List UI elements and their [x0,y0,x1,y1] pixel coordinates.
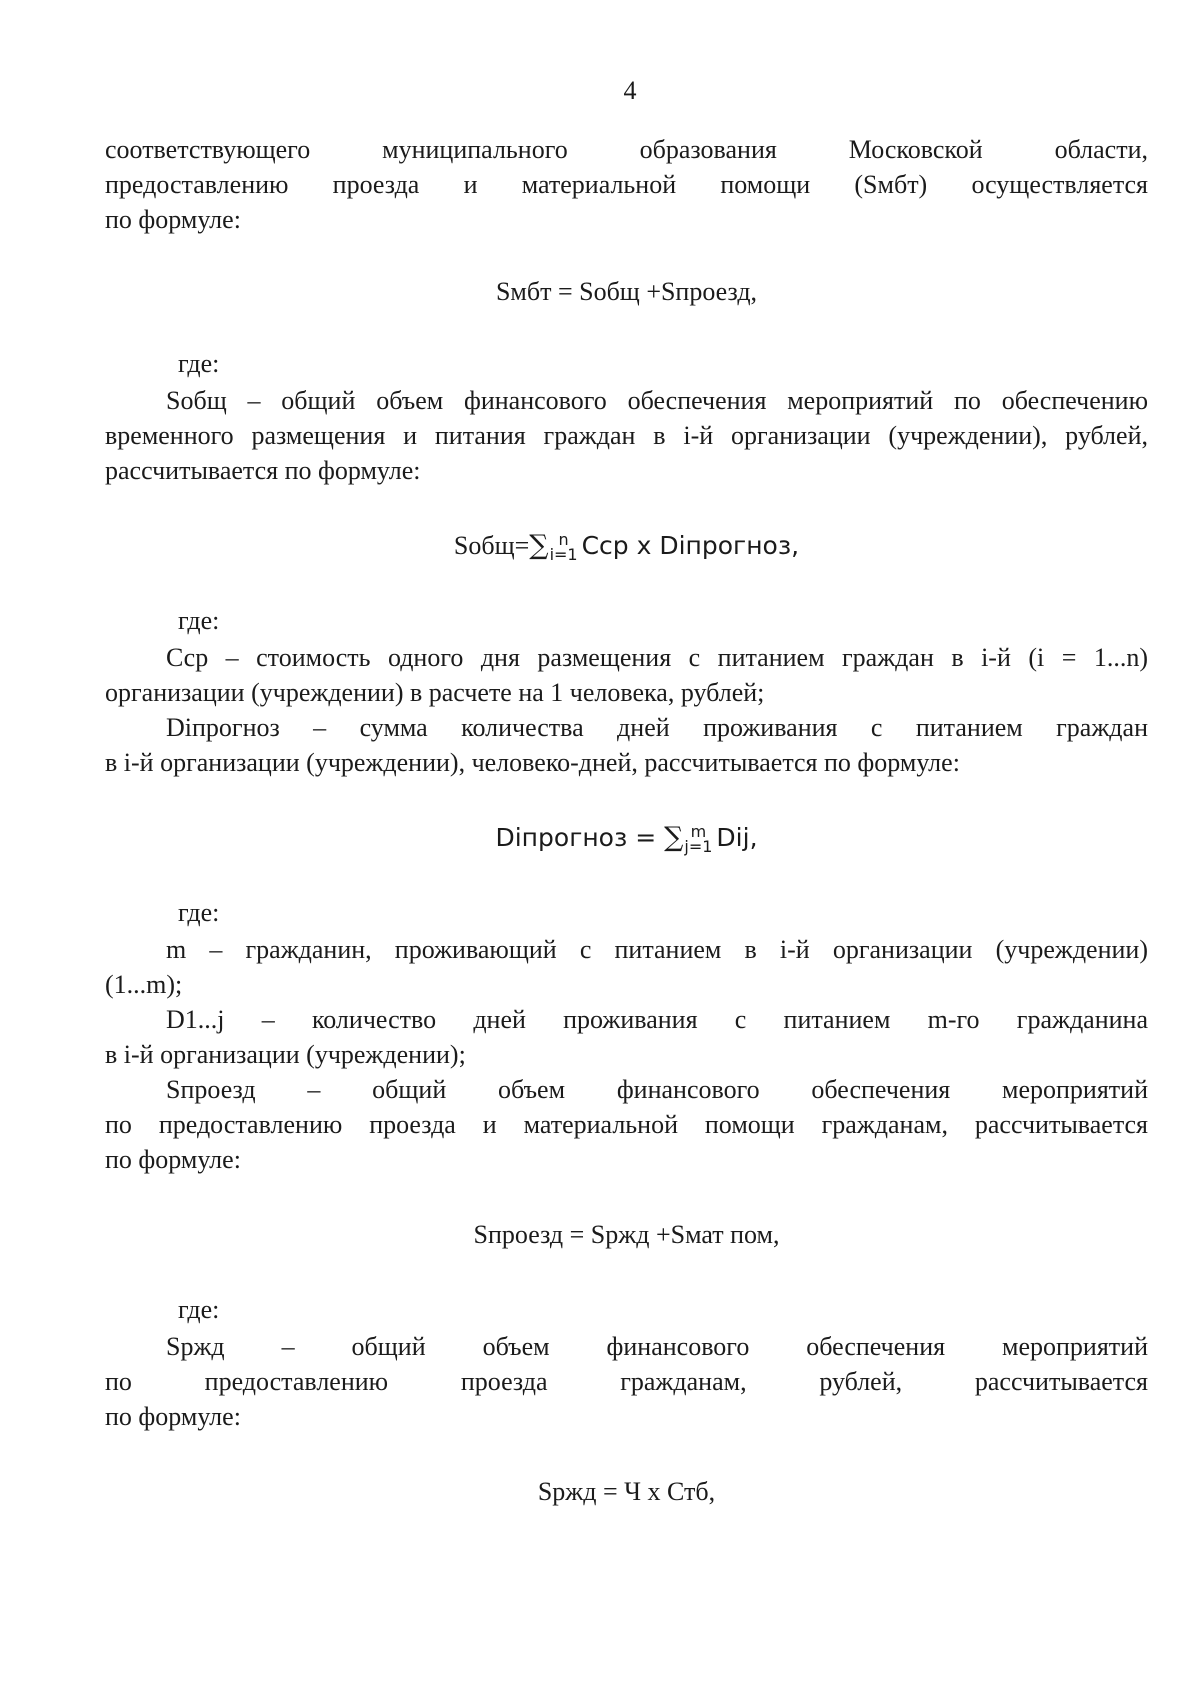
where-label: где: [178,606,220,635]
paragraph-sproezd [105,1072,1148,1177]
page-number: 4 [623,76,637,105]
text-line: Sржд – общий объем финансового обеспечения мероприятий [166,1332,1148,1361]
formula-smbt: Sмбт = Sобщ +Sпроезд, [495,277,758,306]
text-line: временного размещения и питания граждан в i-й организации (учреждении), рублей, [105,421,1148,450]
text-line: в i-й организации (учреждении), человеко-дней, рассчитывается по формуле: [105,748,960,777]
paragraph-diprognoz [105,710,1148,780]
text-line: Sпроезд – общий объем финансового обеспечения мероприятий [166,1075,1148,1104]
text-line: Sобщ – общий объем финансового обеспечения мероприятий по обеспечению [166,386,1148,415]
formula-sproezd: Sпроезд = Sржд +Sмат пом, [473,1220,780,1249]
text-line: по формуле: [105,205,241,234]
formula-lhs: Sобщ= [453,531,530,560]
formula-lhs: Diпрогноз = [495,823,665,852]
text-line: Diпрогноз – сумма количества дней проживания с питанием граждан [166,713,1148,742]
sum-lower-limit: j=1 [684,837,713,856]
formula-sobsch [105,528,1148,563]
text-line: в i-й организации (учреждении); [105,1040,466,1069]
document-body [105,132,1148,1509]
text-line: m – гражданин, проживающий с питанием в i-й организации (учреждении) [166,935,1148,964]
text-line: предоставлению проезда и материальной помощи (Sмбт) осуществляется [105,170,1148,199]
sum-upper-limit: m [690,822,707,841]
where-label: где: [178,349,220,378]
text-line: по предоставлению проезда гражданам, рублей, рассчитывается [105,1367,1148,1396]
where-label: где: [178,1295,220,1324]
sum-symbol: ∑ m j=1 [664,822,713,856]
text-line: Сср – стоимость одного дня размещения с питанием граждан в i-й (i = 1...n) [166,643,1148,672]
text-line: по формуле: [105,1402,241,1431]
paragraph-sobsch [105,383,1148,488]
text-line: D1...j – количество дней проживания с питанием m-го гражданина [166,1005,1148,1034]
paragraph-m [105,932,1148,1002]
text-line: по формуле: [105,1145,241,1174]
formula-diprognoz [105,820,1148,855]
text-line: (1...m); [105,970,183,999]
sum-lower-limit: i=1 [549,545,578,564]
text-line: организации (учреждении) в расчете на 1 человека, рублей; [105,678,765,707]
sum-upper-limit: n [558,530,569,549]
paragraph-srzhd [105,1329,1148,1434]
paragraph-d1j [105,1002,1148,1072]
text-line: по предоставлению проезда и материальной помощи гражданам, рассчитывается [105,1110,1148,1139]
text-line: рассчитывается по формуле: [105,456,421,485]
formula-rhs: Cср x Diпрогноз, [581,531,800,560]
paragraph-smbt-intro [105,132,1148,237]
where-label: где: [178,898,220,927]
text-line: соответствующего муниципального образования Московской области, [105,135,1148,164]
formula-rhs: Dij, [716,823,758,852]
sum-symbol: ∑ n i=1 [529,530,578,564]
paragraph-ccp [105,640,1148,710]
formula-srzhd: Sржд = Ч х Стб, [537,1477,716,1506]
